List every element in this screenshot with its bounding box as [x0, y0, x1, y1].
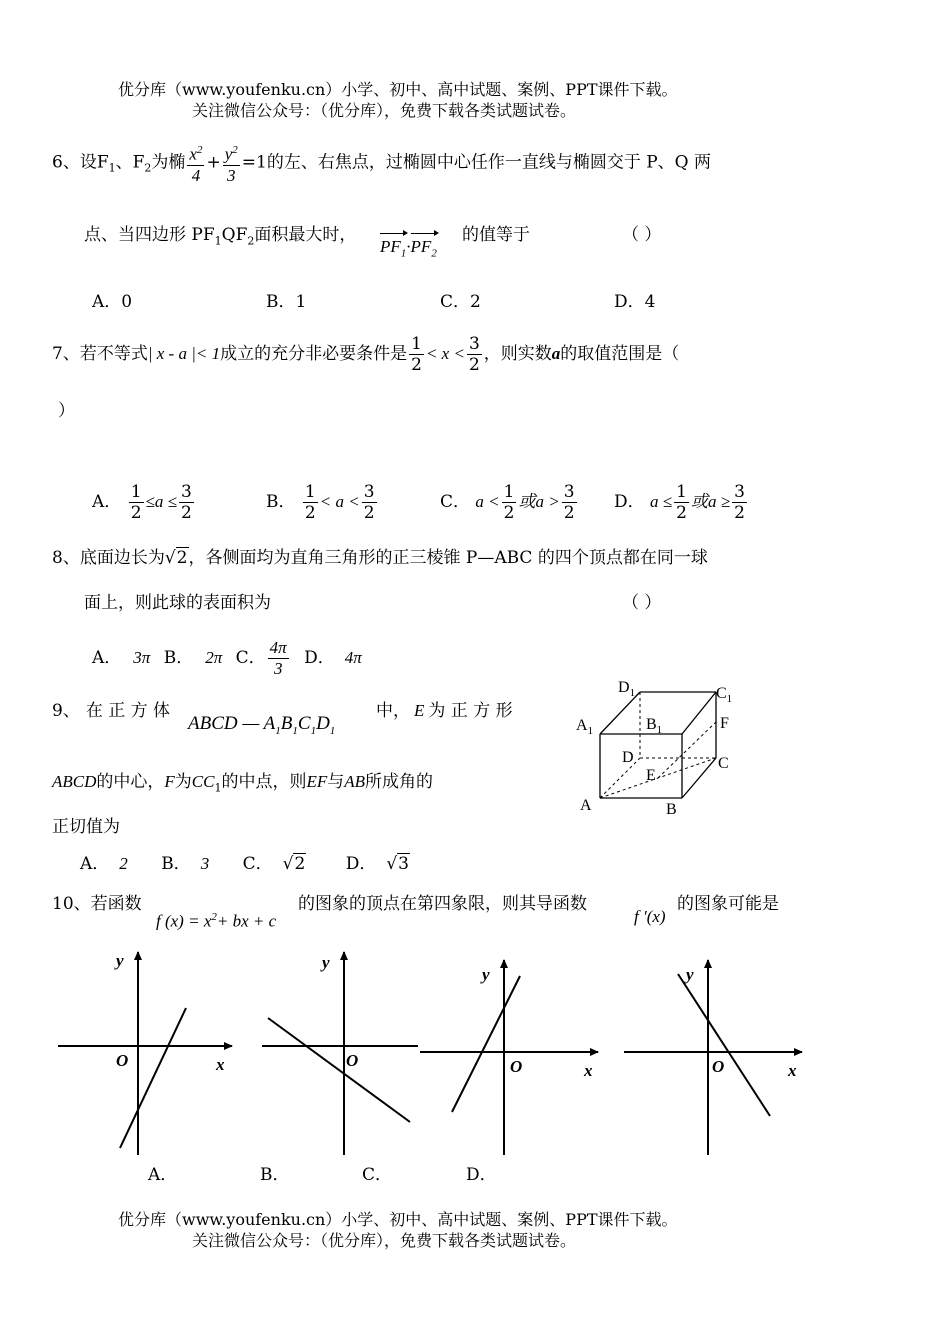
q9-text: 的中心， — [96, 772, 165, 792]
graph-c-origin-label: O — [510, 1057, 523, 1076]
graph-d-y-label: y — [686, 965, 694, 984]
fraction-three-halves — [732, 482, 747, 523]
subscript: 1 — [292, 724, 298, 737]
vector-label: PF — [380, 237, 401, 256]
fraction-three-halves — [179, 482, 194, 523]
label-f: F — [720, 715, 729, 732]
option-label: D． — [345, 854, 377, 874]
label-c1: $C_1$ — [716, 685, 733, 705]
segment-ab: AB — [344, 772, 366, 791]
cube-figure — [570, 672, 770, 820]
q6-tail: 的值等于 — [462, 225, 530, 245]
inequality: a ≤ — [650, 492, 673, 511]
graph-a-origin-label: O — [116, 1051, 129, 1070]
graph-b-y-label: y — [322, 953, 330, 972]
question-9-line-1 — [52, 700, 170, 722]
question-number: 6、 — [52, 152, 80, 173]
graph-b-line — [268, 1018, 410, 1122]
q8-text: ，各侧面均为直角三角形的正三棱锥 P—ABC 的四个顶点都在同一球 — [188, 548, 708, 568]
q6-text: 为椭 — [151, 152, 186, 173]
fraction-half — [303, 482, 318, 523]
q7-text: 若不等式 — [79, 344, 148, 364]
fraction-half — [674, 482, 689, 523]
denominator: 2 — [468, 355, 480, 375]
derivative-graphs — [50, 940, 810, 1160]
numerator: 3 — [180, 482, 192, 502]
option-d-value: 4π — [344, 648, 362, 667]
q6-text: 的左、右焦点，过椭圆中心任作一直线与椭圆交于 P、Q 两 — [266, 152, 712, 173]
option-b-value: 3 — [200, 854, 210, 873]
q9-text: 与 — [327, 772, 345, 792]
graph-option-c: C． — [362, 1165, 393, 1185]
inequality: a < — [475, 492, 500, 511]
q9-text: 为 — [174, 772, 192, 792]
footer-line-2: 关注微信公众号：（优分库），免费下载各类试题试卷。 — [192, 1231, 577, 1250]
label-a1: $A_1$ — [576, 717, 594, 737]
question-10-line-1b: 的图象的顶点在第四象限，则其导函数 — [298, 894, 587, 914]
answer-blank: （ ） — [622, 225, 662, 245]
option-label: A． — [80, 854, 110, 874]
vertex-c1: C — [297, 713, 311, 734]
segment-ef: EF — [306, 772, 328, 791]
q7-option-d — [614, 482, 749, 523]
vector-product — [380, 230, 437, 264]
subscript: 2 — [247, 234, 255, 248]
q6-text: 、F — [115, 152, 145, 173]
inequality: | x - a |< 1 — [147, 344, 221, 363]
graph-a-line — [120, 1008, 186, 1148]
inequality: < x < — [425, 344, 465, 363]
numerator: 1 — [676, 482, 687, 502]
sqrt-2: √2 — [282, 854, 306, 874]
sqrt-2: √2 — [164, 548, 188, 568]
option-label: A． — [92, 492, 122, 512]
segment-ef-line — [658, 722, 716, 778]
fraction-half — [409, 334, 424, 375]
q6-text: 点、当四边形 PF — [84, 225, 215, 245]
question-10-line-1c: 的图象可能是 — [677, 894, 779, 914]
edge-cc1: CC — [191, 772, 215, 791]
sqrt-3: √3 — [386, 854, 409, 874]
option-b-value: 2π — [205, 648, 223, 667]
label-c: C — [718, 755, 729, 772]
cube-base: ABCD — A — [188, 713, 276, 734]
option-a: A．0 — [92, 292, 133, 312]
q7-text: ，则实数 — [483, 344, 552, 364]
vector-pf2 — [411, 230, 437, 264]
equals-one: =1 — [241, 152, 267, 173]
radicand: 3 — [398, 854, 409, 874]
option-label: B． — [266, 492, 296, 512]
question-7-line-1 — [52, 334, 679, 375]
fraction-half — [502, 482, 517, 523]
label-e: E — [646, 767, 656, 784]
graph-c-line — [452, 976, 523, 1112]
fraction-three-halves — [362, 482, 377, 523]
q9-text: 为 正 方 形 — [428, 701, 513, 721]
subscript: 1 — [214, 234, 222, 248]
option-label: C． — [440, 492, 471, 512]
fraction-y2-3 — [223, 140, 240, 186]
q8-options — [92, 638, 362, 679]
graph-option-a: A． — [148, 1165, 178, 1185]
denominator: 2 — [363, 503, 375, 523]
numerator: x — [189, 144, 197, 164]
question-6-line-1 — [52, 140, 711, 186]
fraction-three-halves — [467, 334, 482, 375]
numerator: 1 — [503, 482, 515, 502]
subscript: 1 — [214, 781, 222, 795]
label-d: D — [622, 749, 634, 766]
q6-text: 面积最大时， — [254, 225, 357, 245]
question-9-line-1b — [376, 700, 513, 722]
function-expr: f (x) = x — [156, 911, 212, 931]
question-6-line-2 — [84, 224, 356, 252]
option-label: C． — [242, 854, 273, 874]
graph-option-b: B． — [260, 1165, 290, 1185]
radicand: 2 — [176, 548, 188, 568]
denominator: 3 — [226, 165, 236, 185]
q7-option-c — [440, 482, 579, 523]
answer-blank: （ ） — [622, 593, 662, 613]
denominator: 2 — [676, 503, 687, 523]
numerator: 1 — [130, 482, 142, 502]
option-d: D．4 — [614, 292, 656, 312]
q7-text: 成立的充分非必要条件是 — [220, 344, 408, 364]
header-line-1: 优分库（www.youfenku.cn）小学、初中、高中试题、案例、PPT课件下载。 — [118, 80, 678, 99]
numerator: 3 — [363, 482, 375, 502]
q7-close-paren: ） — [58, 401, 75, 421]
cube-name — [188, 712, 335, 743]
vector-label: PF — [410, 237, 432, 256]
q7-text: 的取值范围是（ — [560, 344, 680, 364]
superscript: 2 — [196, 144, 203, 156]
option-label: A． — [92, 648, 122, 668]
denominator: 2 — [503, 503, 515, 523]
subscript: 1 — [310, 724, 317, 737]
denominator: 3 — [273, 659, 283, 678]
denominator: 2 — [734, 503, 745, 523]
numerator: 1 — [304, 482, 316, 502]
point-f: F — [164, 772, 175, 791]
subscript: 1 — [108, 161, 116, 175]
subscript: 2 — [144, 161, 152, 175]
question-8-line-1 — [52, 547, 708, 569]
q10-text: 若函数 — [90, 894, 142, 914]
question-10-line-1a — [52, 893, 142, 915]
edge-ad — [600, 758, 640, 798]
question-number: 8、 — [52, 548, 80, 568]
graph-d-x-label: x — [788, 1061, 797, 1080]
derivative-f: f ′(x) — [634, 907, 666, 926]
label-d1: $D_1$ — [618, 679, 636, 699]
denominator: 2 — [130, 503, 142, 523]
subscript: 1 — [329, 724, 336, 737]
fraction-three-halves — [562, 482, 577, 523]
denominator: 2 — [304, 503, 316, 523]
question-8-line-2: 面上，则此球的表面积为 — [84, 593, 271, 613]
numerator: 4π — [269, 638, 287, 657]
denominator: 2 — [411, 355, 422, 375]
superscript: 2 — [232, 144, 238, 156]
numerator: 3 — [468, 334, 480, 354]
q9-text: 在 正 方 体 — [85, 701, 171, 721]
q9-text: 中， — [376, 701, 410, 721]
header-line-2: 关注微信公众号：（优分库），免费下载各类试题试卷。 — [192, 101, 577, 120]
option-label: D． — [304, 648, 335, 668]
option-a-value: 2 — [119, 854, 128, 873]
numerator: 1 — [411, 334, 422, 354]
square-abcd: ABCD — [52, 772, 97, 791]
label-a: A — [580, 797, 592, 814]
function-f — [156, 906, 276, 933]
label-b1: $B_1$ — [646, 716, 663, 736]
variable-a: a — [551, 344, 561, 363]
dot-operator: · — [406, 237, 411, 256]
q6-text: 设F — [79, 152, 109, 173]
denominator: 2 — [180, 503, 192, 523]
numerator: 3 — [563, 482, 575, 502]
vertex-b1: B — [280, 713, 293, 734]
subscript: 2 — [431, 247, 437, 260]
graph-option-d: D． — [466, 1165, 497, 1185]
q9-options — [80, 853, 410, 875]
subscript: 1 — [400, 247, 407, 260]
fraction-half — [129, 482, 144, 523]
question-number: 7、 — [52, 344, 80, 364]
q8-text: 底面边长为 — [79, 548, 165, 568]
inequality: 或a ≥ — [690, 492, 731, 511]
graph-a-x-label: x — [216, 1055, 225, 1074]
option-b: B．1 — [266, 292, 307, 312]
vector-pf1 — [380, 230, 406, 264]
option-label: B． — [161, 854, 191, 874]
graph-c-y-label: y — [482, 965, 490, 984]
option-a-value: 3π — [133, 648, 151, 667]
question-9-line-2 — [52, 771, 433, 799]
question-number: 9、 — [52, 701, 80, 721]
question-number: 10、 — [52, 894, 91, 914]
graph-c-x-label: x — [584, 1061, 593, 1080]
question-9-line-3: 正切值为 — [52, 817, 120, 837]
inequality: ≤a ≤ — [145, 492, 177, 511]
graph-d-line — [678, 974, 770, 1116]
function-expr: + bx + c — [216, 911, 277, 931]
numerator: y — [224, 144, 233, 164]
option-label: C． — [235, 648, 266, 668]
radicand: 2 — [294, 854, 306, 874]
superscript: 2 — [211, 911, 217, 923]
fraction-4pi-3 — [268, 638, 289, 679]
q6-text: QF — [221, 225, 248, 245]
denominator: 4 — [191, 165, 201, 185]
fraction-x2-4 — [187, 140, 204, 186]
edge-b1c1 — [682, 692, 716, 734]
option-label: D． — [614, 492, 645, 512]
q9-text: 所成角的 — [365, 772, 434, 792]
graph-d-origin-label: O — [712, 1057, 725, 1076]
plus-sign: + — [206, 152, 221, 173]
inequality: < a < — [319, 492, 360, 511]
graph-a-y-label: y — [116, 951, 124, 970]
subscript: 1 — [275, 724, 281, 737]
inequality: 或a > — [518, 492, 560, 511]
point-e: E — [414, 701, 425, 720]
q7-option-b — [266, 482, 379, 523]
numerator: 3 — [734, 482, 745, 502]
denominator: 2 — [563, 503, 575, 523]
footer-line-1: 优分库（www.youfenku.cn）小学、初中、高中试题、案例、PPT课件下载。 — [118, 1210, 678, 1229]
label-b: B — [666, 801, 677, 818]
vertex-d1: D — [316, 713, 330, 734]
q7-option-a — [92, 482, 196, 523]
graph-b-origin-label: O — [346, 1051, 359, 1070]
option-label: B． — [163, 648, 194, 668]
q9-text: 的中点，则 — [221, 772, 307, 792]
option-c: C．2 — [440, 292, 481, 312]
